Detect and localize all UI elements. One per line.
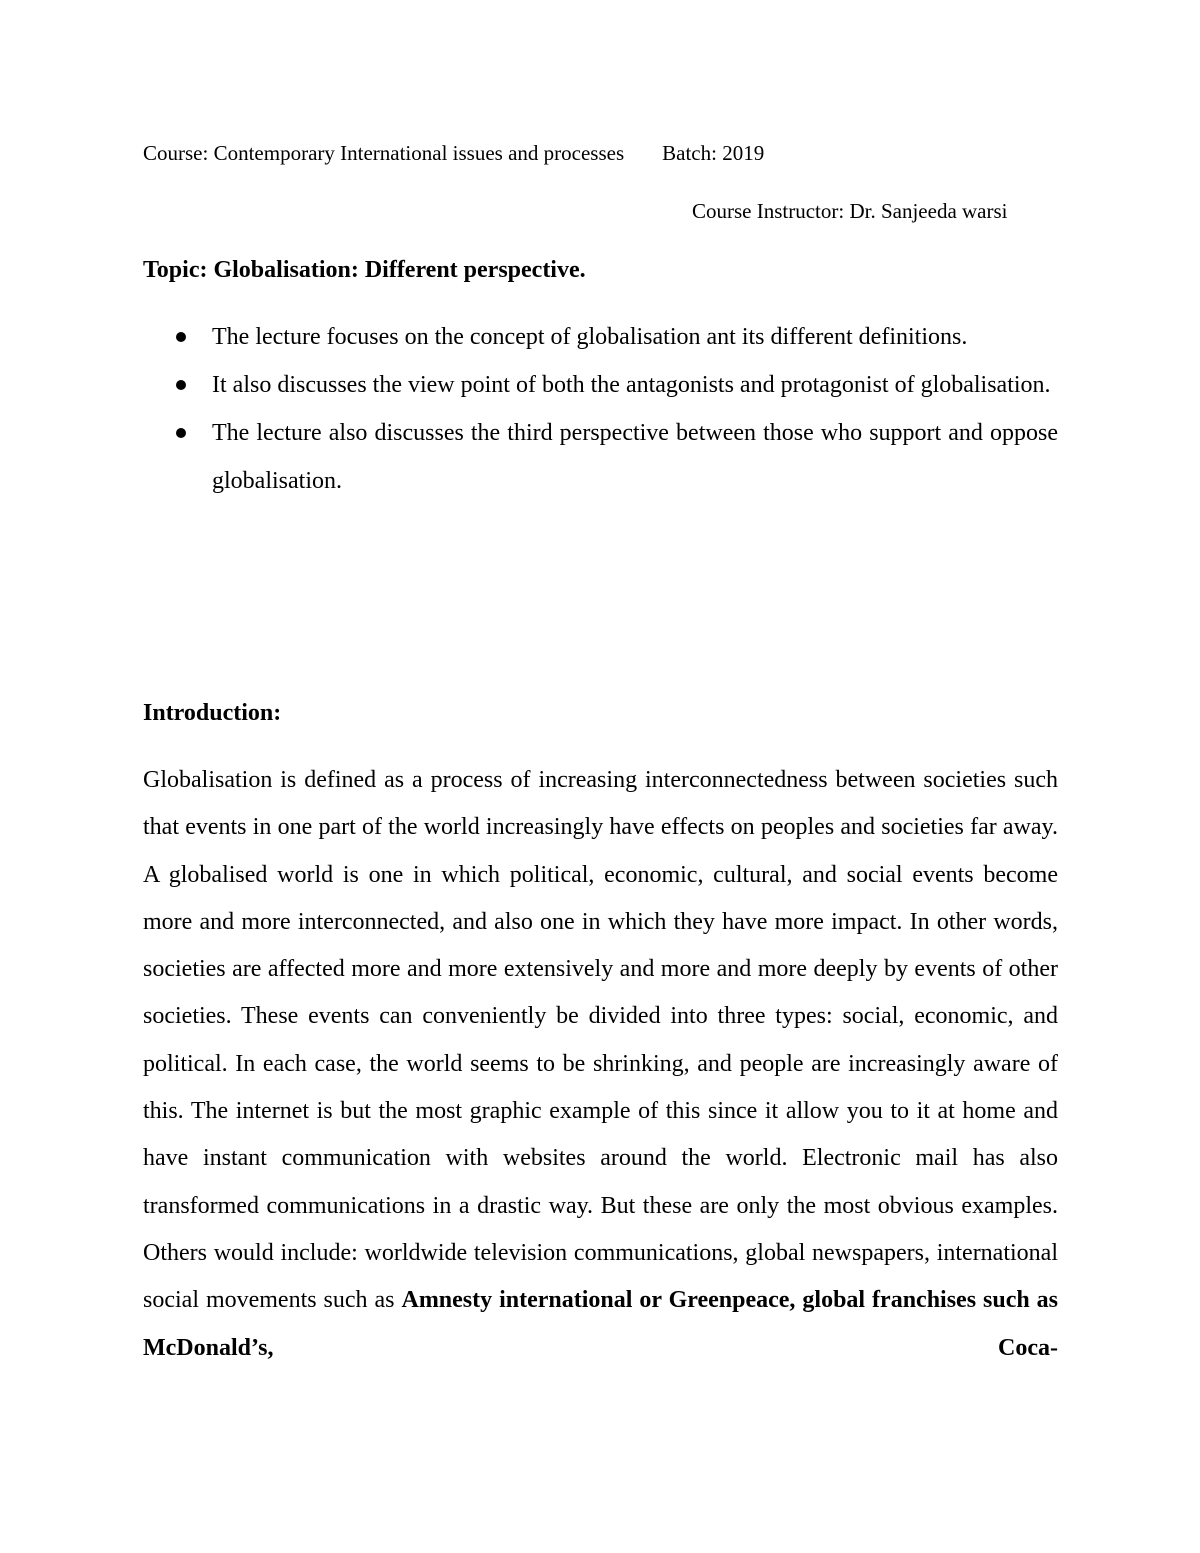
bullet-text: It also discusses the view point of both the antagonists and protagonist of globalisation.: [212, 372, 1051, 398]
bullet-icon: [176, 428, 186, 438]
course-instructor: Course Instructor: Dr. Sanjeeda warsi: [692, 199, 1008, 223]
bullet-icon: [176, 332, 186, 342]
list-item: [143, 313, 1058, 361]
introduction-paragraph: [143, 757, 1058, 1372]
introduction-heading: Introduction:: [143, 700, 282, 726]
bullet-icon: [176, 380, 186, 390]
bullet-text: The lecture also discusses the third perspective between those who support and oppose globalisation.: [212, 420, 1058, 494]
course-header: [143, 141, 764, 166]
bullet-text: The lecture focuses on the concept of globalisation ant its different definitions.: [212, 324, 968, 350]
introduction-text: Globalisation is defined as a process of increasing interconnectedness between societies such that events in one part of the world increasingly have effects on peoples and societies far away. A globalised world is one in which political, economic, cultural, and social events become more and more interconnected, and also one in which they have more impact. In other words, societies are affected more and more extensively and more and more deeply by events of other societies. These events can conveniently be divided into three types: social, economic, and political. In each case, the world seems to be shrinking, and people are increasingly aware of this. The internet is but the most graphic example of this since it allow you to it at home and have instant communication with websites around the world. Electronic mail has also transformed communications in a drastic way. But these are only the most obvious examples. Others would include: worldwide television communications, global newspapers, international social movements such as: [143, 767, 1058, 1314]
bullet-list: [143, 313, 1058, 505]
batch-label: Batch: 2019: [662, 141, 765, 165]
introduction-bold-text: Amnesty international or Greenpeace, global franchises such as McDonald’s, Coca-: [143, 1287, 1058, 1361]
list-item: [143, 409, 1058, 505]
list-item: [143, 361, 1058, 409]
course-title: Course: Contemporary International issues and processes: [143, 141, 625, 165]
topic-heading: Topic: Globalisation: Different perspective.: [143, 257, 586, 283]
